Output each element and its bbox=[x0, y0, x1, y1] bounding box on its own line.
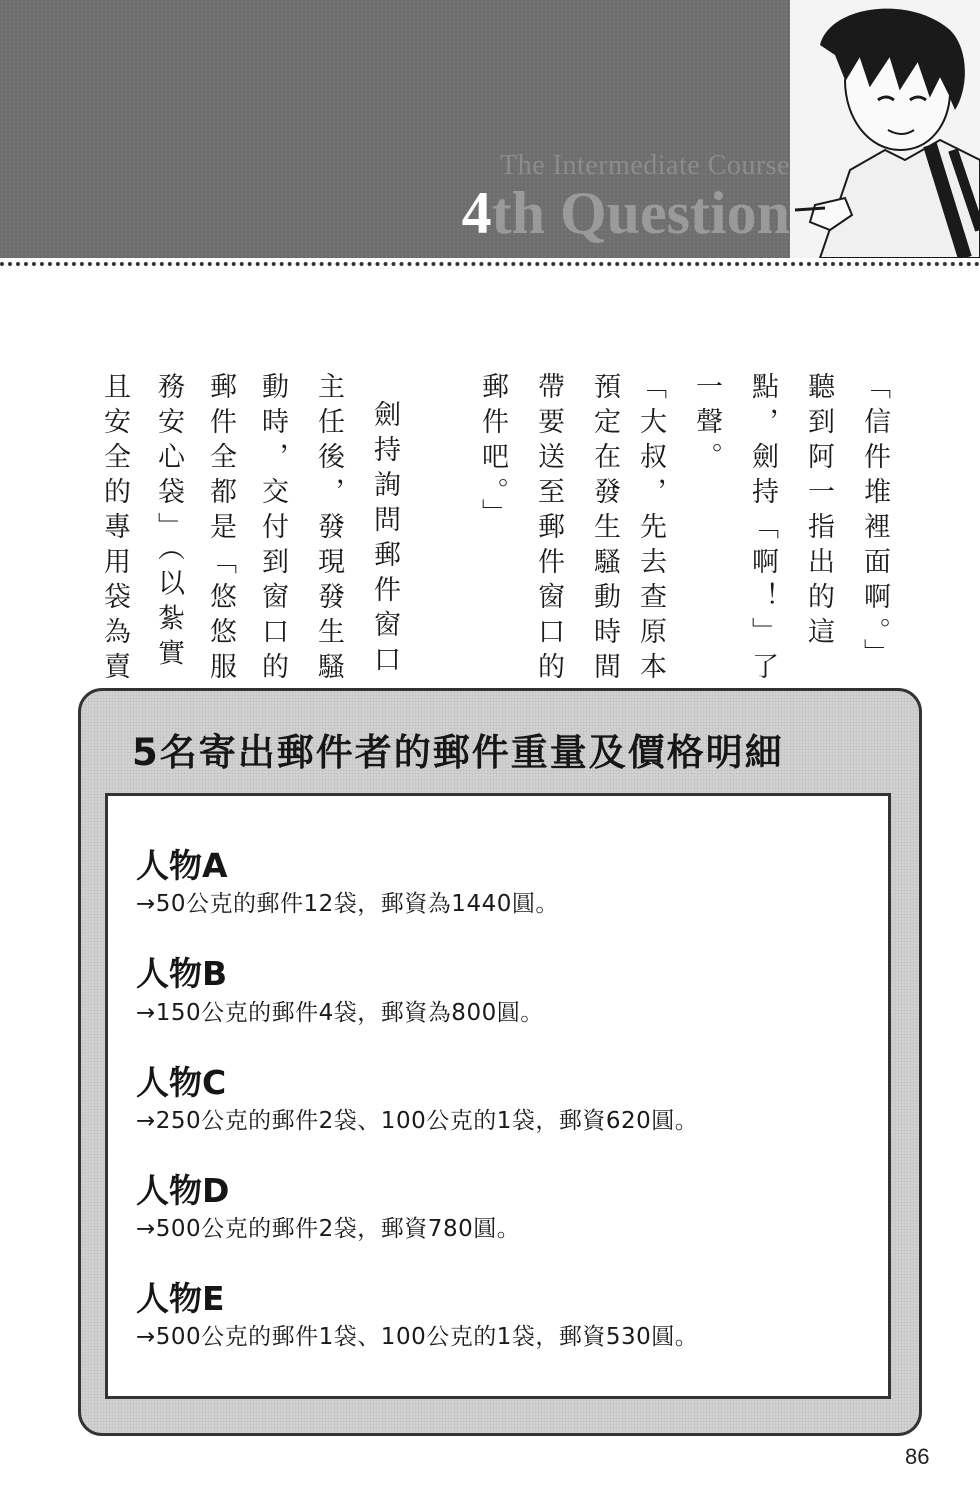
text-column: 點，劍持「啊！」了 bbox=[747, 372, 778, 687]
text-column: 且安全的專用袋為賣 bbox=[99, 372, 130, 687]
entry-detail: →500公克的郵件1袋、100公克的1袋，郵資530圓。 bbox=[136, 1324, 699, 1350]
entry-detail: →50公克的郵件12袋，郵資為1440圓。 bbox=[136, 891, 559, 917]
entry-detail: →250公克的郵件2袋、100公克的1袋，郵資620圓。 bbox=[136, 1108, 699, 1134]
entry-detail: →150公克的郵件4袋，郵資為800圓。 bbox=[136, 1000, 544, 1026]
text-column: 郵件吧。」 bbox=[477, 372, 508, 534]
entry-detail: →500公克的郵件2袋，郵資780圓。 bbox=[136, 1216, 521, 1242]
entry-name: 人物D bbox=[136, 1171, 230, 1210]
character-drawing bbox=[790, 0, 980, 258]
page-number: 86 bbox=[905, 1444, 930, 1469]
text-column: 一聲。 bbox=[691, 372, 722, 477]
text-column: 預定在發生騷動時間 bbox=[589, 372, 620, 687]
text-column: 「信件堆裡面啊。」 bbox=[859, 372, 890, 674]
text-column: 「大叔，先去查原本 bbox=[635, 372, 666, 687]
text-column: 劍持詢問郵件窗口 bbox=[369, 400, 400, 680]
text-column: 帶要送至郵件窗口的 bbox=[533, 372, 564, 687]
text-column: 務安心袋」（以紮實 bbox=[153, 372, 184, 674]
entry-name: 人物A bbox=[136, 846, 228, 885]
header-title-text: th Question bbox=[491, 180, 790, 246]
dotted-divider bbox=[0, 262, 980, 266]
info-box-title: 5名寄出郵件者的郵件重量及價格明細 bbox=[132, 731, 784, 774]
header-title-number: 4 bbox=[461, 180, 492, 246]
text-column: 動時，交付到窗口的 bbox=[257, 372, 288, 687]
entry-name: 人物C bbox=[136, 1063, 227, 1102]
header-title bbox=[380, 178, 790, 248]
character-illustration bbox=[790, 0, 980, 258]
text-column: 聽到阿一指出的這 bbox=[803, 372, 834, 652]
entry-name: 人物B bbox=[136, 954, 228, 993]
text-column: 郵件全都是「悠悠服 bbox=[205, 372, 236, 687]
header-subtitle: The Intermediate Course bbox=[500, 150, 790, 181]
text-column: 主任後，發現發生騷 bbox=[313, 372, 344, 687]
entry-name: 人物E bbox=[136, 1279, 225, 1318]
